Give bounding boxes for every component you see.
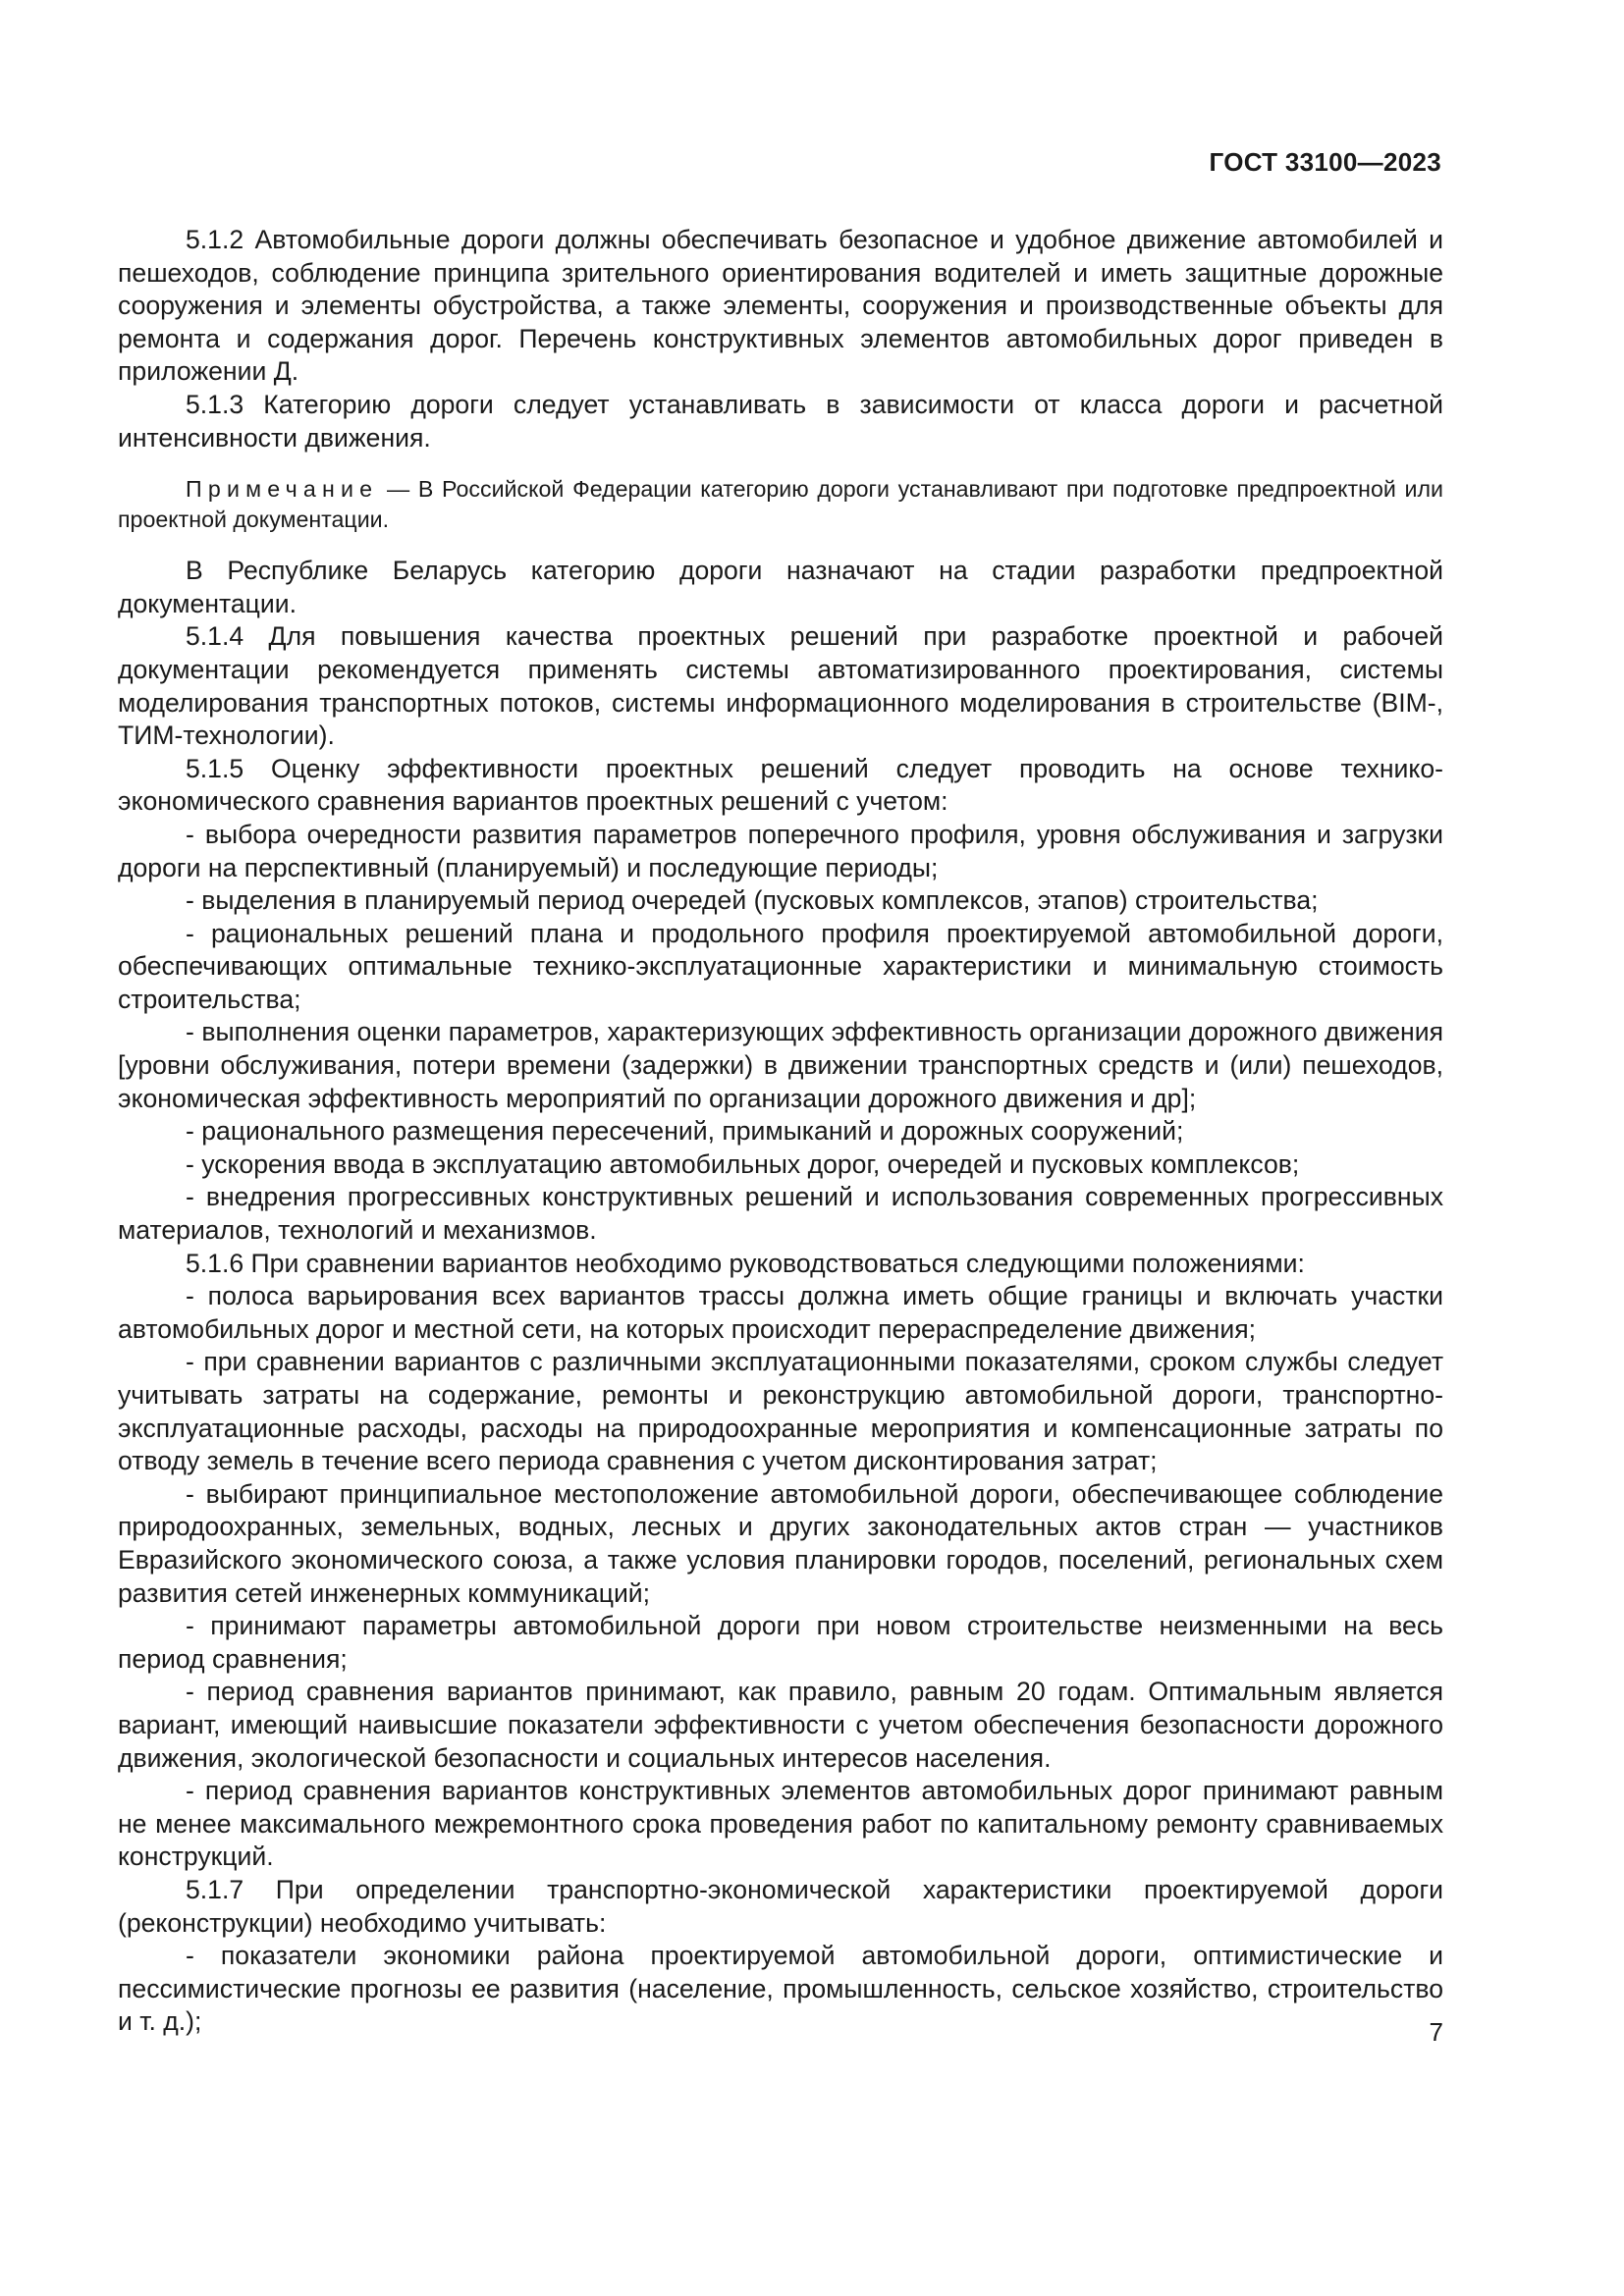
list-item: - выделения в планируемый период очередей (пусковых комплексов, этапов) строительства;: [186, 885, 1319, 916]
list-item: - рационального размещения пересечений, примыканий и дорожных сооружений;: [186, 1116, 1184, 1147]
page-number: 7: [1429, 2017, 1443, 2047]
list-item: - полоса варьирования всех вариантов трассы должна иметь общие границы и включать участки автомобильных дорог и местной сети, на которых происходит перераспределение движения;: [118, 1281, 1443, 1344]
paragraph-5-1-7: 5.1.7 При определении транспортно-экономической характеристики проектируемой дороги (реконструкции) необходимо учитывать:: [118, 1874, 1443, 1938]
list-item: - внедрения прогрессивных конструктивных решений и использования современных прогрессивных материалов, технологий и механизмов.: [118, 1182, 1443, 1246]
list-item: - ускорения ввода в эксплуатацию автомобильных дорог, очередей и пусковых комплексов;: [186, 1148, 1300, 1179]
list-item: - показатели экономики района проектируемой автомобильной дороги, оптимистические и пессимистические прогнозы ее развития (население, промышленность, сельское хозяйство, строительство и т. д.);: [118, 1941, 1443, 2037]
document-body: [118, 224, 1443, 2039]
paragraph-5-1-5: 5.1.5 Оценку эффективности проектных решений следует проводить на основе технико-экономического сравнения вариантов проектных решений с учетом:: [118, 753, 1443, 817]
note-text: — В Российской Федерации категорию дороги устанавливают при подготовке предпроектной или проектной документации.: [118, 476, 1443, 533]
paragraph-5-1-2: 5.1.2 Автомобильные дороги должны обеспечивать безопасное и удобное движение автомобилей и пешеходов, соблюдение принципа зрительного ориентирования водителей и иметь защитные дорожные сооружения и элементы обустройства, а также элементы, сооружения и производственные объекты для ремонта и содержания дорог. Перечень конструктивных элементов автомобильных дорог приведен в приложении Д.: [118, 225, 1443, 387]
list-item: - при сравнении вариантов с различными эксплуатационными показателями, сроком службы следует учитывать затраты на содержание, ремонты и реконструкцию автомобильной дороги, транспортно-эксплуатационные расходы, расходы на природоохранные мероприятия и компенсационные затраты по отводу земель в течение всего периода сравнения с учетом дисконтирования затрат;: [118, 1347, 1443, 1476]
paragraph-5-1-6: 5.1.6 При сравнении вариантов необходимо руководствоваться следующими положениями:: [186, 1248, 1305, 1278]
list-item: - выбирают принципиальное местоположение автомобильной дороги, обеспечивающее соблюдение природоохранных, земельных, водных, лесных и других законодательных актов стран — участников Евразийского экономического союза, а также условия планировки городов, поселений, региональных схем развития сетей инженерных коммуникаций;: [118, 1478, 1443, 1608]
document-code-header: ГОСТ 33100—2023: [1209, 147, 1441, 177]
list-item: - период сравнения вариантов принимают, как правило, равным 20 годам. Оптимальным является вариант, имеющий наивысшие показатели эффективности с учетом обеспечения безопасности дорожного движения, экологической безопасности и социальных интересов населения.: [118, 1677, 1443, 1773]
paragraph-belarus-category: В Республике Беларусь категорию дороги назначают на стадии разработки предпроектной документации.: [118, 556, 1443, 618]
list-item: - рациональных решений плана и продольного профиля проектируемой автомобильной дороги, обеспечивающих оптимальные технико-эксплуатационные характеристики и минимальную стоимость строительства;: [118, 918, 1443, 1014]
note-paragraph: [118, 474, 1443, 535]
list-item: - период сравнения вариантов конструктивных элементов автомобильных дорог принимают равным не менее максимального межремонтного срока проведения работ по капитальному ремонту сравниваемых конструкций.: [118, 1776, 1443, 1872]
note-label: Примечание: [186, 476, 379, 503]
paragraph-5-1-4: 5.1.4 Для повышения качества проектных решений при разработке проектной и рабочей документации рекомендуется применять системы автоматизированного проектирования, системы моделирования транспортных потоков, системы информационного моделирования в строительстве (BIM-, ТИМ-технологии).: [118, 621, 1443, 751]
paragraph-5-1-3: 5.1.3 Категорию дороги следует устанавливать в зависимости от класса дороги и расчетной интенсивности движения.: [118, 389, 1443, 453]
list-item: - выполнения оценки параметров, характеризующих эффективность организации дорожного движения [уровни обслуживания, потери времени (задержки) в движении транспортных средств и (или) пешеходов, экономическая эффективность мероприятий по организации дорожного движения и др];: [118, 1017, 1443, 1113]
list-item: - принимают параметры автомобильной дороги при новом строительстве неизменными на весь период сравнения;: [118, 1611, 1443, 1674]
list-item: - выбора очередности развития параметров поперечного профиля, уровня обслуживания и загрузки дороги на перспективный (планируемый) и последующие периоды;: [118, 819, 1443, 882]
